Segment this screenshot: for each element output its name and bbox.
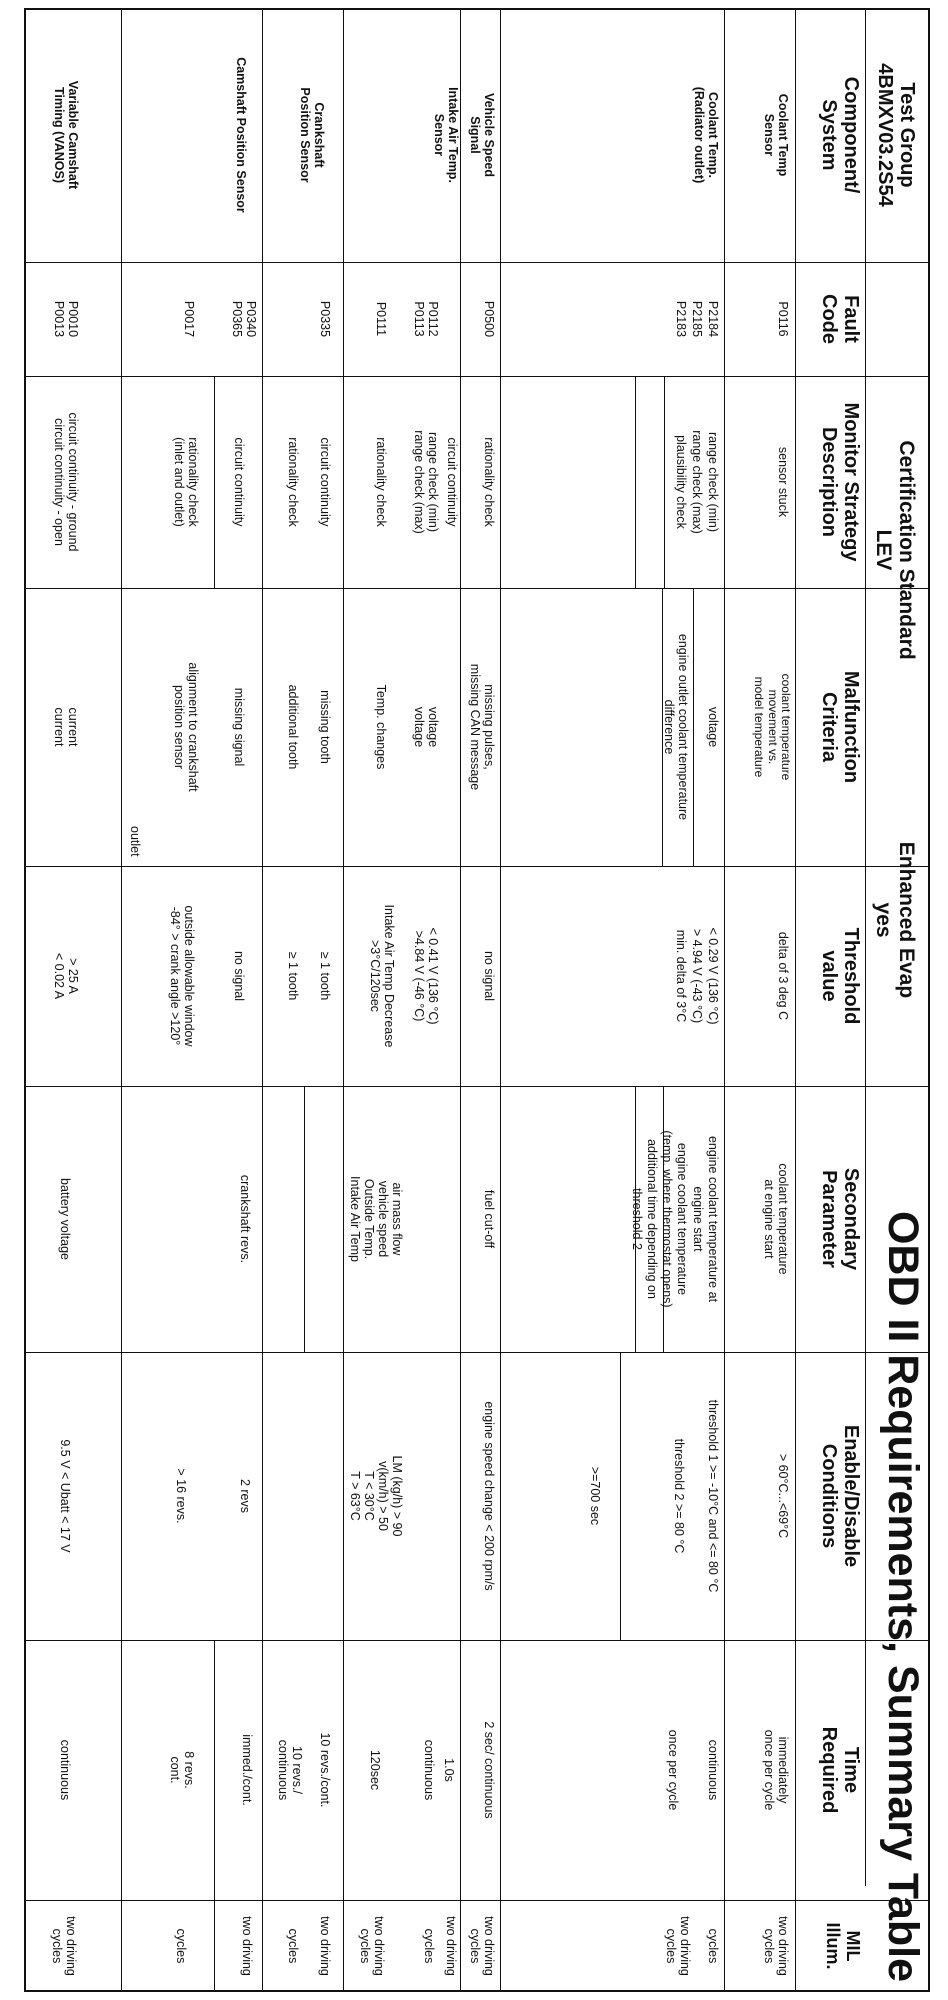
component-intake-air: Intake Air Temp. Sensor xyxy=(432,87,460,183)
secondary-vehicle-speed: fuel cut-off xyxy=(482,1189,496,1249)
col-header-mil: MIL Illum. xyxy=(823,1922,863,1970)
code-p0010-p0013: P0010 P0013 xyxy=(52,300,80,338)
subdivider xyxy=(664,376,665,588)
divider-row-speed xyxy=(460,8,461,1992)
enable-threshold-2: threshold 2 >= 80 °C xyxy=(672,1438,686,1554)
col-header-time: Time Required xyxy=(818,1726,862,1814)
time-coolant-sensor: immediately once per cycle xyxy=(762,1729,790,1811)
component-vehicle-speed: Vehicle Speed Signal xyxy=(468,92,496,178)
malfunction-intake-temp: Temp. changes xyxy=(374,684,388,770)
certification-standard: Certification Standard LEV xyxy=(871,440,918,660)
code-p0500: P0500 xyxy=(482,300,496,338)
page-title: OBD II Requirements, Summary Table xyxy=(879,1210,927,1982)
time-intake-continuous: continuous xyxy=(422,1739,436,1801)
enable-vehicle-speed: engine speed change < 200 rpm/s xyxy=(482,1401,496,1591)
mil-radiator: two driving cycles xyxy=(664,1916,692,1976)
monitor-vehicle-speed: rationality check xyxy=(482,437,496,527)
divider-row-cam xyxy=(121,8,122,1992)
malfunction-missing-tooth: missing tooth xyxy=(318,690,332,764)
monitor-cam-circuit: circuit continuity xyxy=(232,437,246,527)
enable-threshold-1: threshold 1 >= -10°C and <= 80 °C xyxy=(706,1399,720,1593)
enhanced-evap: Enhanced Evap yes xyxy=(871,841,918,999)
subdivider xyxy=(620,1352,621,1640)
threshold-radiator-delta: min. delta of 3°C xyxy=(674,929,688,1023)
enable-crankshaft: 2 revs xyxy=(238,1478,252,1514)
time-vanos: continuous xyxy=(58,1739,72,1801)
monitor-crank-circuit: circuit continuity xyxy=(318,437,332,527)
time-continuous: continuous xyxy=(706,1739,720,1801)
monitor-intake-rationality: rationality check xyxy=(374,437,388,527)
threshold-vanos: > 25 A < 0.02 A xyxy=(52,952,80,1000)
code-p2184: P2184 xyxy=(706,300,720,338)
malfunction-alignment: alignment to crankshaft position sensor xyxy=(172,662,200,792)
component-camshaft: Camshaft Position Sensor xyxy=(234,57,248,213)
secondary-vanos: battery voltage xyxy=(58,1178,72,1260)
monitor-intake-range: range check (min) range check (max) xyxy=(412,430,440,534)
mil-coolant-sensor: two driving cycles xyxy=(762,1916,790,1976)
test-group: Test Group 4BMXV03.2S54 xyxy=(874,63,918,207)
mil-vehicle-speed: two driving cycles xyxy=(468,1916,496,1976)
enable-700-sec: >=700 sec xyxy=(588,1466,602,1526)
code-p0340-p0365: P0340 P0365 xyxy=(230,300,258,338)
threshold-crank-additional: ≥ 1 tooth xyxy=(286,951,300,1001)
time-intake-1s: 1.0s xyxy=(442,1758,456,1782)
malfunction-additional-tooth: additional tooth xyxy=(286,684,300,770)
time-once-per-cycle: once per cycle xyxy=(666,1729,680,1811)
monitor-intake-circuit: circuit continuity xyxy=(445,437,459,527)
monitor-cam-rationality: rationality check (inlet and outlet) xyxy=(172,437,200,527)
col-header-fault-code: Fault Code xyxy=(818,294,862,344)
mil-radiator-cycles: cycles xyxy=(706,1928,720,1964)
col-header-component: Component/ System xyxy=(818,76,862,194)
monitor-vanos: circuit continuity - ground circuit continuity - open xyxy=(52,412,80,552)
time-crank-2: 10 revs./ continuous xyxy=(276,1739,304,1801)
subdivider xyxy=(635,376,636,588)
code-p0335: P0335 xyxy=(318,300,332,338)
monitor-range-max: range check (max) xyxy=(690,430,704,534)
secondary-coolant-sensor: coolant temperature at engine start xyxy=(762,1163,790,1275)
subdivider xyxy=(693,588,694,866)
threshold-cam-no-signal: no signal xyxy=(232,950,246,1002)
enable-intake-air: LM (kg/h) > 90 v(km/h) > 50 T < 30°C T > 63°C xyxy=(348,1455,404,1537)
component-coolant-radiator: Coolant Temp. (Radiator outlet) xyxy=(692,86,720,184)
secondary-coolant-radiator: engine coolant temperature at engine start engine coolant temperature (temp. where thermostat opens) additional time depending on threshold 2 xyxy=(629,1130,720,1308)
threshold-coolant-sensor: delta of 3 deg C xyxy=(776,931,790,1021)
enable-coolant-sensor: > 60°C...<69°C xyxy=(776,1453,790,1539)
mil-intake-cycles: cycles xyxy=(422,1928,436,1964)
secondary-crankshaft: crankshaft revs. xyxy=(238,1174,252,1264)
col-header-secondary: Secondary Parameter xyxy=(818,1167,862,1271)
col-header-enable: Enable/Disable Conditions xyxy=(818,1424,862,1568)
time-crank-1: 10 revs./cont. xyxy=(318,1732,332,1808)
threshold-radiator-max: > 4.94 V (-43 °C) xyxy=(690,928,704,1024)
mil-cam-two: two driving xyxy=(240,1916,254,1976)
threshold-intake-voltage: < 0.41 V (136 °C) >4.84 V (-46 °C) xyxy=(412,927,440,1025)
code-p0112-p0113: P0112 P0113 xyxy=(412,301,440,337)
monitor-sensor-stuck: sensor stuck xyxy=(776,446,790,518)
subdivider xyxy=(214,1640,215,1992)
malfunction-outlet-note: outlet xyxy=(128,826,142,857)
enable-vanos: 9.5 V < Ubatt < 17 V xyxy=(58,1439,72,1553)
mil-crank-two: two driving xyxy=(318,1916,332,1976)
divider-title xyxy=(865,8,866,1886)
code-p0111: P0111 xyxy=(374,301,388,337)
col-header-threshold: Threshold value xyxy=(818,927,862,1025)
component-crankshaft: Crankshaft Position Sensor xyxy=(298,87,326,183)
mil-vanos: two driving cycles xyxy=(50,1916,78,1976)
component-coolant-sensor: Coolant Temp Sensor xyxy=(762,93,790,177)
mil-cam-cycles: cycles xyxy=(174,1928,188,1964)
malfunction-intake-voltage: voltage voltage xyxy=(412,706,440,748)
time-cam-immed: immed./cont. xyxy=(240,1734,254,1806)
threshold-intake-temp: Intake Air Temp Decrease >3°C/120sec xyxy=(368,904,396,1048)
malfunction-missing-signal: missing signal xyxy=(232,687,246,767)
monitor-crank-rationality: rationality check xyxy=(286,437,300,527)
threshold-vehicle-speed: no signal xyxy=(482,950,496,1002)
malfunction-coolant-sensor: coolant temperature movement vs. model temperature xyxy=(752,673,793,781)
code-p0116: P0116 xyxy=(776,301,790,337)
divider-header xyxy=(795,8,796,1992)
threshold-radiator-min: < 0.29 V (136 °C) xyxy=(706,927,720,1025)
malfunction-vehicle-speed: missing pulses, missing CAN message xyxy=(468,663,496,791)
code-p0017: P0017 xyxy=(182,300,196,338)
time-vehicle-speed: 2 sec/ continuous xyxy=(482,1721,496,1819)
malfunction-outlet-difference: engine outlet coolant temperature difference xyxy=(662,633,690,821)
divider-row-radiator xyxy=(500,8,501,1992)
threshold-crank-missing: ≥ 1 tooth xyxy=(318,951,332,1001)
divider-row-crank xyxy=(262,8,263,1992)
code-p2185: P2185 xyxy=(690,300,704,338)
malfunction-vanos: current current xyxy=(52,707,80,747)
subdivider xyxy=(304,1086,305,1352)
enable-camshaft: > 16 revs. xyxy=(174,1468,188,1524)
malfunction-voltage: voltage xyxy=(706,706,720,748)
time-intake-120sec: 120sec xyxy=(368,1749,382,1791)
divider-row-coolant xyxy=(724,8,725,1992)
time-cam-8revs: 8 revs. cont. xyxy=(168,1751,196,1789)
mil-intake-rationality: two driving cycles xyxy=(358,1916,386,1976)
col-header-malfunction: Malfunction Criteria xyxy=(818,670,862,784)
component-vanos: Variable Camshaft Timing (VANOS) xyxy=(52,80,80,190)
code-p2183: P2183 xyxy=(674,300,688,338)
subdivider xyxy=(214,376,215,588)
monitor-plausibility: plausibility check xyxy=(674,435,688,529)
threshold-cam-window: outside allowable window -84° > crank angle >120° xyxy=(168,905,196,1047)
monitor-range-min: range check (min) xyxy=(706,431,720,533)
secondary-intake-air: air mass flow vehicle speed Outside Temp. Intake Air Temp xyxy=(348,1176,404,1262)
mil-intake-two: two driving xyxy=(444,1916,458,1976)
col-header-monitor: Monitor Strategy Description xyxy=(818,402,862,562)
divider-row-intake xyxy=(343,8,344,1992)
mil-crank-cycles: cycles xyxy=(286,1928,300,1964)
